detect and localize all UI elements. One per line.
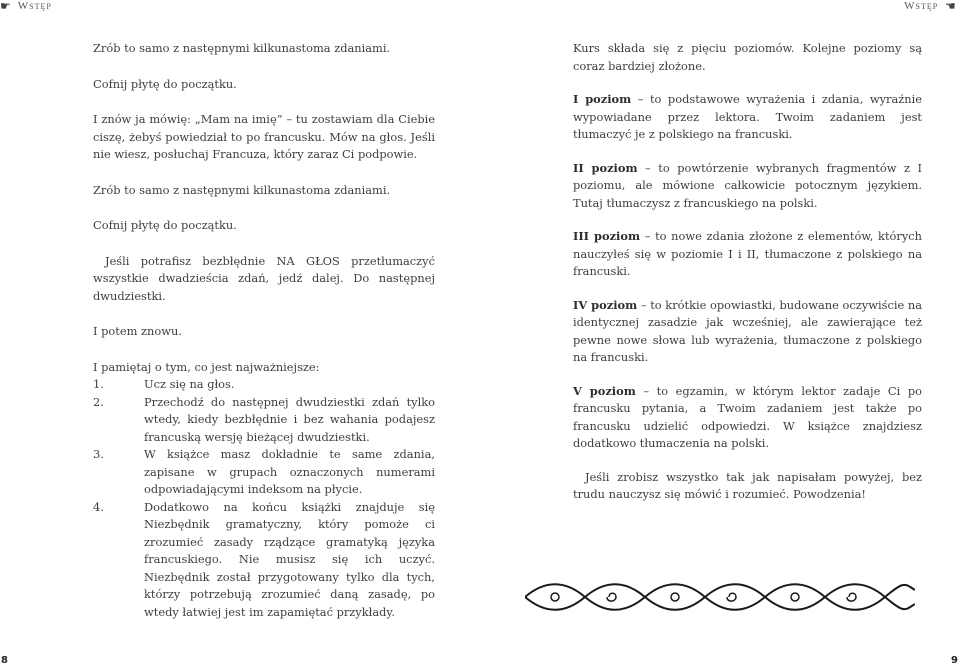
page-number: 9 xyxy=(951,655,958,666)
level-label: IV poziom xyxy=(573,297,638,312)
list-text: Dodatkowo na końcu książki znajduje się Niezbędnik gramatyczny, który pomoże ci zrozumieć zasady rządzące gramatyką języka francuskiego. Nie musisz się ich uczyć. Niezbędnik został przygotowany tylko dla tych, którzy potrzebują zrozumieć daną zasadę, po wtedy łatwiej jest im zapamiętać przykłady. xyxy=(144,499,435,619)
level-description xyxy=(573,228,922,281)
left-page-body xyxy=(93,40,435,621)
closing-paragraph: Jeśli zrobisz wszystko tak jak napisałam powyżej, bez trudu nauczysz się mówić i rozumieć. Powodzenia! xyxy=(573,469,922,501)
right-page xyxy=(480,0,960,666)
running-head-left xyxy=(0,0,52,12)
paragraph: Zrób to samo z następnymi kilkunastoma zdaniami. xyxy=(93,182,391,197)
list-number: 4. xyxy=(93,499,104,514)
paragraph: Cofnij płytę do początku. xyxy=(93,218,237,232)
list-item xyxy=(93,499,435,622)
list-number: 1. xyxy=(93,377,104,391)
list-item xyxy=(93,376,435,394)
level-label: I poziom xyxy=(573,92,632,106)
numbered-list xyxy=(93,376,435,621)
level-description xyxy=(573,297,922,367)
paragraph: Jeśli potrafisz bezbłędnie NA GŁOS przetłumaczyć wszystkie dwadzieścia zdań, jedź dalej. Do następnej dwudziestki. xyxy=(93,253,435,303)
list-number: 2. xyxy=(93,394,104,409)
paragraph: I pamiętaj o tym, co jest najważniejsze: xyxy=(93,359,320,374)
paragraph: I znów ja mówię: „Mam na imię” – tu zostawiam dla Ciebie ciszę, żebyś powiedział to po francusku. Mów na głos. Jeśli nie wiesz, posłuchaj Francuza, który zaraz Ci podpowie. xyxy=(93,112,435,161)
level-text: – to egzamin, w którym lektor zadaje Ci po francusku pytania, a Twoim zadaniem jest także po francusku udzielić odpowiedzi. W książce znajdziesz dodatkowo tłumaczenia na polski. xyxy=(573,383,922,450)
level-label: III poziom xyxy=(573,229,641,243)
right-page-body xyxy=(573,40,922,504)
list-item xyxy=(93,394,435,447)
decorative-wave-ornament xyxy=(525,578,915,616)
level-text: – to nowe zdania złożone z elementów, których nauczyłeś się w poziomie I i II, tłumaczone z polskiego na francuski. xyxy=(573,229,922,278)
pointing-hand-icon: ☛ xyxy=(944,0,956,13)
running-head-title: Wstęp xyxy=(17,0,52,12)
list-text: W książce masz dokładnie te same zdania, zapisane w grupach oznaczonych numerami odpowiadającymi indeksom na płycie. xyxy=(144,447,435,496)
paragraph: Zrób to samo z następnymi kilkunastoma zdaniami. xyxy=(93,41,391,55)
level-description xyxy=(573,91,922,144)
level-description xyxy=(573,160,922,213)
level-label: V poziom xyxy=(573,383,636,398)
level-description xyxy=(573,383,922,453)
pointing-hand-icon: ☛ xyxy=(0,0,12,13)
list-text: Przechodź do następnej dwudziestki zdań tylko wtedy, kiedy bezbłędnie i bez wahania podajesz francuską wersję bieżącej dwudziestki. xyxy=(144,394,435,444)
paragraph: I potem znowu. xyxy=(93,324,182,338)
paragraph: Cofnij płytę do początku. xyxy=(93,76,237,91)
running-head-right xyxy=(904,0,956,12)
running-head-title: Wstęp xyxy=(904,0,939,12)
page-number: 8 xyxy=(1,655,8,666)
list-item xyxy=(93,446,435,499)
level-label: II poziom xyxy=(573,160,638,175)
level-text: – to powtórzenie wybranych fragmentów z I poziomu, ale mówione całkowicie potocznym językiem. Tutaj tłumaczysz z francuskiego na polski. xyxy=(573,160,922,210)
list-text: Ucz się na głos. xyxy=(144,377,235,391)
list-number: 3. xyxy=(93,447,104,461)
level-text: – to podstawowe wyrażenia i zdania, wyraźnie wypowiadane przez lektora. Twoim zadaniem jest tłumaczyć je z polskiego na francuski. xyxy=(573,92,922,141)
intro-paragraph: Kurs składa się z pięciu poziomów. Kolejne poziomy są coraz bardziej złożone. xyxy=(573,41,922,73)
level-text: – to krótkie opowiastki, budowane oczywiście na identycznej zasadzie jak wcześniej, ale zawierające też pewne nowe słowa lub wyrażenia, tłumaczone z polskiego na francuski. xyxy=(573,297,922,364)
